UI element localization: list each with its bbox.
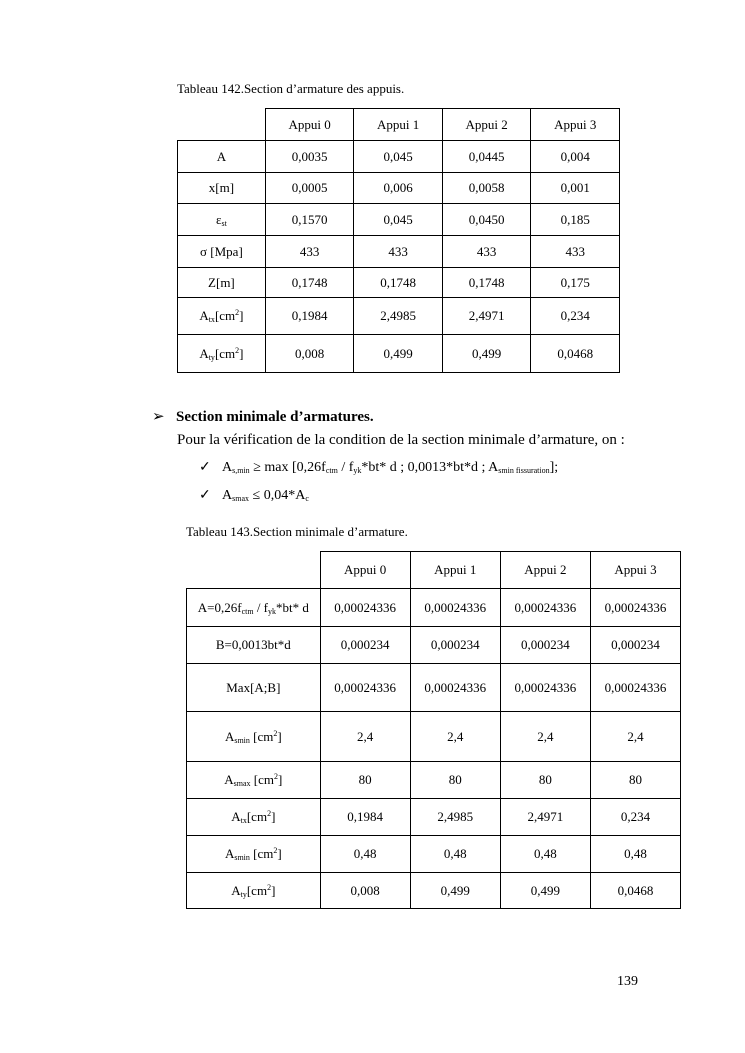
check-icon: ✓	[199, 488, 211, 503]
label-unit: [cm	[246, 882, 268, 898]
table-cell: 80	[500, 762, 590, 799]
label-base: A	[231, 809, 241, 824]
table-cell: 0,0468	[590, 873, 680, 909]
label-bracket: ]	[277, 728, 282, 744]
table-cell: 0,234	[590, 799, 680, 836]
formula-subscript: smin fissuration	[498, 466, 550, 475]
row-label	[187, 836, 321, 873]
table-cell: 0,001	[531, 173, 620, 204]
label-base: A	[199, 308, 209, 323]
row-label: Max[A;B]	[187, 664, 321, 712]
table-cell: 0,00024336	[590, 664, 680, 712]
page-number: 139	[617, 974, 638, 989]
formula-part: A	[222, 460, 233, 475]
table-cell: 2,4	[410, 712, 500, 762]
table-cell: 0,00024336	[500, 589, 590, 627]
formula-part: *bt* d ; 0,0013*bt*d ; A	[361, 460, 499, 475]
label-superscript: 2	[235, 308, 240, 317]
row-label	[178, 204, 266, 236]
label-base: A	[199, 345, 209, 361]
label-superscript: 2	[235, 345, 240, 355]
table-cell: 0,000234	[410, 627, 500, 664]
table-row	[187, 712, 681, 762]
header-corner-cell	[187, 552, 321, 589]
label-part: A=0,26f	[197, 599, 242, 615]
formula-part: ];	[549, 460, 559, 475]
label-base: A	[224, 846, 235, 861]
header-cell: Appui 1	[354, 109, 443, 141]
table-cell: 80	[320, 762, 410, 799]
table-cell: 0,499	[500, 873, 590, 909]
table-cell: 0,499	[442, 335, 531, 373]
table-cell: 0,499	[354, 335, 443, 373]
label-bracket: ]	[277, 846, 282, 861]
section-heading	[152, 407, 374, 426]
table-cell: 0,0005	[265, 173, 354, 204]
table1-caption: Tableau 142.Section d’armature des appuis.	[177, 81, 405, 96]
table-row	[178, 173, 620, 204]
table-cell: 0,0445	[442, 141, 531, 173]
table-cell: 0,175	[531, 268, 620, 298]
table-row	[187, 873, 681, 909]
label-bracket: ]	[239, 345, 244, 361]
label-superscript: 2	[267, 809, 272, 818]
table-cell: 80	[590, 762, 680, 799]
row-label: A	[178, 141, 266, 173]
label-superscript: 2	[273, 728, 278, 738]
table2-caption: Tableau 143.Section minimale d’armature.	[186, 524, 408, 539]
arrow-bullet-icon: ➢	[152, 409, 165, 425]
formula-subscript: smax	[232, 494, 250, 503]
row-label	[178, 298, 266, 335]
row-label	[187, 799, 321, 836]
table-cell: 0,1748	[442, 268, 531, 298]
row-label: x[m]	[178, 173, 266, 204]
table-section-armature-appuis	[177, 108, 620, 373]
bullet-condition-min	[199, 459, 558, 476]
table-cell: 0,48	[320, 836, 410, 873]
table-row	[178, 335, 620, 373]
table-cell: 0,004	[531, 141, 620, 173]
table-section-minimale-armature	[186, 551, 681, 909]
label-subscript: ty	[208, 352, 215, 362]
header-cell: Appui 0	[265, 109, 354, 141]
label-subscript: ty	[240, 889, 247, 899]
section-heading-text: Section minimale d’armatures.	[176, 409, 374, 425]
formula-subscript: ctm	[325, 466, 338, 475]
header-cell: Appui 0	[320, 552, 410, 589]
table-cell: 2,4	[590, 712, 680, 762]
table-header-row	[178, 109, 620, 141]
row-label	[178, 335, 266, 373]
formula-subscript: s,min	[232, 466, 250, 475]
table-cell: 0,008	[265, 335, 354, 373]
label-subscript: tx	[240, 816, 247, 825]
table-row	[178, 268, 620, 298]
label-base: A	[224, 772, 234, 787]
table-cell: 2,4971	[442, 298, 531, 335]
formula-subscript: c	[305, 494, 309, 503]
row-label: B=0,0013bt*d	[187, 627, 321, 664]
table-cell: 0,0450	[442, 204, 531, 236]
table-cell: 0,0035	[265, 141, 354, 173]
table-row	[178, 141, 620, 173]
label-bracket: ]	[271, 882, 276, 898]
table-cell: 0,48	[410, 836, 500, 873]
table-row	[178, 204, 620, 236]
table-cell: 0,008	[320, 873, 410, 909]
table-cell: 0,234	[531, 298, 620, 335]
table-cell: 0,1984	[320, 799, 410, 836]
table-cell: 433	[531, 236, 620, 268]
table-cell: 80	[410, 762, 500, 799]
table-cell: 433	[354, 236, 443, 268]
label-unit: [cm	[249, 846, 274, 861]
check-icon: ✓	[199, 460, 211, 475]
table-cell: 0,1570	[265, 204, 354, 236]
table-cell: 0,0468	[531, 335, 620, 373]
table-cell: 2,4	[320, 712, 410, 762]
table-cell: 0,00024336	[320, 664, 410, 712]
label-part: *bt* d	[276, 599, 309, 615]
label-subscript: smin	[234, 735, 250, 745]
label-base: ε	[216, 211, 222, 227]
table-cell: 0,00024336	[500, 664, 590, 712]
row-label	[187, 873, 321, 909]
header-corner-cell	[178, 109, 266, 141]
table-cell: 0,1748	[354, 268, 443, 298]
table-cell: 0,045	[354, 141, 443, 173]
table-cell: 0,045	[354, 204, 443, 236]
table-cell: 0,185	[531, 204, 620, 236]
label-unit: [cm	[250, 772, 275, 787]
table-cell: 0,1984	[265, 298, 354, 335]
table-row	[187, 799, 681, 836]
table-row	[187, 664, 681, 712]
table-cell: 0,48	[500, 836, 590, 873]
label-unit: [cm	[214, 345, 236, 361]
label-unit: [cm	[214, 308, 236, 323]
header-cell: Appui 3	[590, 552, 680, 589]
row-label: σ [Mpa]	[178, 236, 266, 268]
table-row	[178, 236, 620, 268]
label-bracket: ]	[271, 809, 276, 824]
label-subscript: tx	[208, 315, 215, 324]
label-subscript: smin	[234, 853, 250, 862]
header-cell: Appui 1	[410, 552, 500, 589]
label-unit: [cm	[246, 809, 268, 824]
table-cell: 0,000234	[320, 627, 410, 664]
formula-part: A	[222, 488, 233, 503]
table-cell: 0,00024336	[410, 664, 500, 712]
formula-subscript: yk	[353, 466, 362, 475]
table-cell: 0,00024336	[320, 589, 410, 627]
header-cell: Appui 3	[531, 109, 620, 141]
formula-part: ≥ max [0,26f	[249, 460, 326, 475]
label-base: A	[224, 728, 235, 744]
table-cell: 0,000234	[500, 627, 590, 664]
section-paragraph: Pour la vérification de la condition de la section minimale d’armature, on :	[177, 432, 625, 448]
table-cell: 0,000234	[590, 627, 680, 664]
table-cell: 2,4971	[500, 799, 590, 836]
table-row	[187, 627, 681, 664]
table-header-row	[187, 552, 681, 589]
row-label	[187, 712, 321, 762]
label-subscript: ctm	[241, 606, 254, 616]
label-unit: [cm	[249, 728, 274, 744]
table-cell: 0,00024336	[590, 589, 680, 627]
table-row	[187, 589, 681, 627]
table-row	[178, 298, 620, 335]
formula-part: ≤ 0,04*A	[249, 488, 306, 503]
table-cell: 0,48	[590, 836, 680, 873]
table-row	[187, 836, 681, 873]
row-label	[187, 762, 321, 799]
label-subscript: st	[221, 218, 227, 228]
table-cell: 0,499	[410, 873, 500, 909]
header-cell: Appui 2	[500, 552, 590, 589]
row-label	[187, 589, 321, 627]
label-subscript: smax	[233, 779, 251, 788]
table-cell: 433	[265, 236, 354, 268]
table-cell: 2,4	[500, 712, 590, 762]
table-cell: 2,4985	[354, 298, 443, 335]
header-cell: Appui 2	[442, 109, 531, 141]
table-cell: 0,00024336	[410, 589, 500, 627]
label-part: / f	[253, 599, 269, 615]
table-cell: 2,4985	[410, 799, 500, 836]
label-superscript: 2	[273, 846, 278, 855]
bullet-condition-max	[199, 487, 309, 504]
table-cell: 0,006	[354, 173, 443, 204]
table-cell: 433	[442, 236, 531, 268]
table-row	[187, 762, 681, 799]
table-cell: 0,1748	[265, 268, 354, 298]
table-cell: 0,0058	[442, 173, 531, 204]
label-superscript: 2	[274, 772, 279, 781]
label-superscript: 2	[267, 882, 272, 892]
label-bracket: ]	[278, 772, 283, 787]
label-subscript: yk	[268, 606, 277, 616]
formula-part: / f	[337, 460, 354, 475]
row-label: Z[m]	[178, 268, 266, 298]
label-bracket: ]	[239, 308, 244, 323]
label-base: A	[231, 882, 241, 898]
